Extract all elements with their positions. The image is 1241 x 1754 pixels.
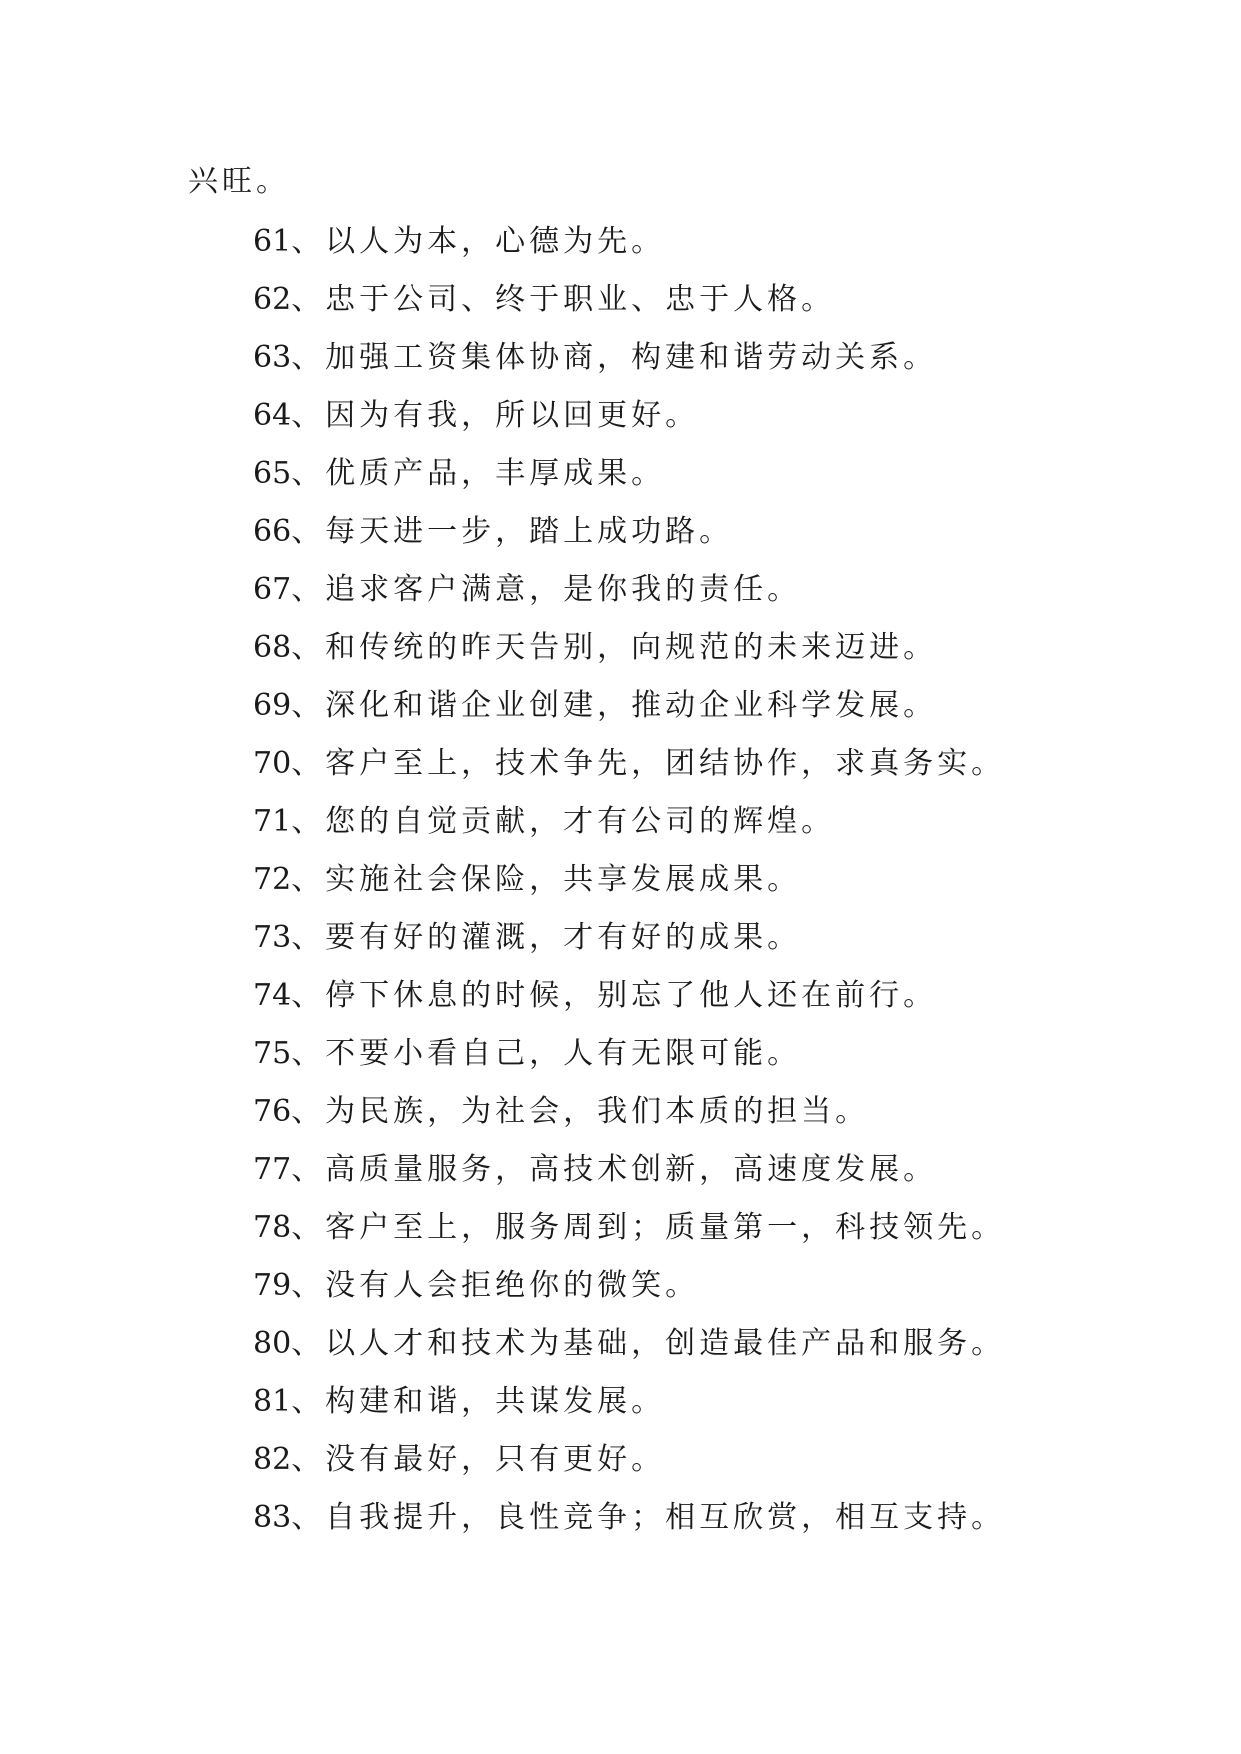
item-text: 、加强工资集体协商，构建和谐劳动关系。 [291,340,938,375]
item-number: 69 [253,688,292,723]
list-item [253,1092,869,1132]
list-item [253,280,835,320]
item-text: 、优质产品，丰厚成果。 [291,456,666,491]
continuation-text: 兴旺。 [188,164,290,199]
item-text: 、实施社会保险，共享发展成果。 [291,862,802,897]
item-number: 73 [253,920,292,955]
list-item [253,338,937,378]
list-item [253,396,699,436]
item-text: 、客户至上，服务周到；质量第一，科技领先。 [291,1210,1006,1245]
item-text: 、停下休息的时候，别忘了他人还在前行。 [291,978,938,1013]
item-number: 80 [253,1326,292,1361]
item-text: 、每天进一步，踏上成功路。 [291,514,734,549]
item-number: 72 [253,862,292,897]
item-text: 、没有最好，只有更好。 [291,1442,666,1477]
item-number: 78 [253,1210,292,1245]
item-number: 65 [253,456,292,491]
list-item [253,744,1005,784]
item-text: 、追求客户满意，是你我的责任。 [291,572,802,607]
list-item [253,1266,699,1306]
item-text: 、您的自觉贡献，才有公司的辉煌。 [291,804,836,839]
item-number: 63 [253,340,292,375]
item-text: 、要有好的灌溉，才有好的成果。 [291,920,802,955]
item-text: 、构建和谐，共谋发展。 [291,1384,666,1419]
item-number: 75 [253,1036,292,1071]
item-number: 82 [253,1442,292,1477]
item-number: 83 [253,1500,292,1535]
item-number: 66 [253,514,292,549]
item-text: 、和传统的昨天告别，向规范的未来迈进。 [291,630,938,665]
item-number: 79 [253,1268,292,1303]
list-item [253,628,937,668]
item-text: 、以人为本，心德为先。 [291,224,666,259]
list-item [253,918,801,958]
list-item [253,1440,665,1480]
item-number: 76 [253,1094,292,1129]
list-item [253,1324,1005,1364]
list-item [253,512,733,552]
item-text: 、忠于公司、终于职业、忠于人格。 [291,282,836,317]
list-item [253,570,801,610]
item-text: 、为民族，为社会，我们本质的担当。 [291,1094,870,1129]
list-item [253,222,665,262]
list-item [253,860,801,900]
item-text: 、深化和谐企业创建，推动企业科学发展。 [291,688,938,723]
item-text: 、不要小看自己，人有无限可能。 [291,1036,802,1071]
list-item [253,1150,937,1190]
list-item [253,1498,1005,1538]
item-text: 、因为有我，所以回更好。 [291,398,700,433]
list-item [253,454,665,494]
list-item [253,976,937,1016]
item-text: 、没有人会拒绝你的微笑。 [291,1268,700,1303]
item-number: 67 [253,572,292,607]
item-number: 62 [253,282,292,317]
item-number: 77 [253,1152,292,1187]
item-number: 68 [253,630,292,665]
item-number: 81 [253,1384,292,1419]
item-text: 、以人才和技术为基础，创造最佳产品和服务。 [291,1326,1006,1361]
item-text: 、客户至上，技术争先，团结协作，求真务实。 [291,746,1006,781]
list-item [253,686,937,726]
item-number: 61 [253,224,292,259]
list-item [253,802,835,842]
item-number: 70 [253,746,292,781]
list-item [253,1382,665,1422]
item-number: 71 [253,804,292,839]
item-number: 74 [253,978,292,1013]
item-number: 64 [253,398,292,433]
item-text: 、高质量服务，高技术创新，高速度发展。 [291,1152,938,1187]
list-item [253,1034,801,1074]
list-item [253,1208,1005,1248]
item-text: 、自我提升，良性竞争；相互欣赏，相互支持。 [291,1500,1006,1535]
